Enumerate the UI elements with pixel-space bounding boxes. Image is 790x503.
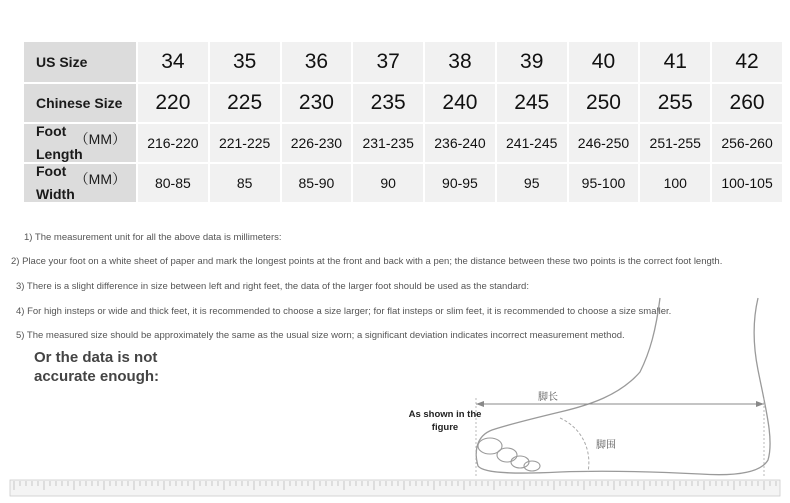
cell: 100 <box>640 164 710 202</box>
cell: 221-225 <box>210 124 280 162</box>
cell: 235 <box>353 84 423 122</box>
cell: 95-100 <box>569 164 639 202</box>
row-header-line1: Foot <box>36 123 67 139</box>
cell: 85 <box>210 164 280 202</box>
cell: 230 <box>282 84 352 122</box>
cell: 216-220 <box>138 124 208 162</box>
row-header-line1: Foot <box>36 163 67 179</box>
cell: 34 <box>138 42 208 82</box>
question-line2: accurate enough: <box>34 368 160 385</box>
cell: 90 <box>353 164 423 202</box>
cell: 226-230 <box>282 124 352 162</box>
unit-label: （MM） <box>74 131 126 147</box>
note-5: 5) The measured size should be approximately the same as the usual size worn; a significant deviation indicates incorrect measurement method. <box>16 330 625 341</box>
cell: 36 <box>282 42 352 82</box>
cell: 90-95 <box>425 164 495 202</box>
cell: 260 <box>712 84 782 122</box>
row-header-us-size: US Size <box>24 42 136 82</box>
note-1: 1) The measurement unit for all the above data is millimeters: <box>24 232 282 243</box>
cell: 85-90 <box>282 164 352 202</box>
cell: 225 <box>210 84 280 122</box>
cell: 246-250 <box>569 124 639 162</box>
cell: 100-105 <box>712 164 782 202</box>
cell: 41 <box>640 42 710 82</box>
unit-label: （MM） <box>74 171 126 187</box>
row-header-line2: Length <box>36 146 83 162</box>
cell: 231-235 <box>353 124 423 162</box>
cell: 42 <box>712 42 782 82</box>
cell: 35 <box>210 42 280 82</box>
foot-length-label: 脚长 <box>538 392 558 403</box>
caption-line1: As shown in the <box>408 409 482 420</box>
figure-caption <box>405 408 485 434</box>
toe-2 <box>497 448 517 462</box>
cell: 256-260 <box>712 124 782 162</box>
note-4: 4) For high insteps or wide and thick feet, it is recommended to choose a size larger; for flat insteps or slim feet, it is recommended to choose a size smaller. <box>16 306 672 317</box>
cell: 241-245 <box>497 124 567 162</box>
cell: 220 <box>138 84 208 122</box>
arrow-head-right <box>756 401 764 407</box>
foot-girth-label: 脚围 <box>596 440 616 451</box>
foot-outline <box>476 298 770 475</box>
note-3: 3) There is a slight difference in size between left and right feet, the data of the larger foot should be used as the standard: <box>16 281 529 292</box>
cell: 80-85 <box>138 164 208 202</box>
cell: 38 <box>425 42 495 82</box>
row-header-line2: Width <box>36 186 75 202</box>
arrow-head-left <box>476 401 484 407</box>
cell: 245 <box>497 84 567 122</box>
cell: 37 <box>353 42 423 82</box>
caption-line2: figure <box>431 422 459 433</box>
ruler <box>10 480 780 496</box>
question-line1: Or the data is not <box>34 349 158 366</box>
cell: 240 <box>425 84 495 122</box>
row-header-chinese-size: Chinese Size <box>24 84 136 122</box>
girth-curve <box>560 418 589 472</box>
note-2: 2) Place your foot on a white sheet of paper and mark the longest points at the front and back with a pen; the distance between these two points is the correct foot length. <box>11 256 723 267</box>
cell: 95 <box>497 164 567 202</box>
cell: 251-255 <box>640 124 710 162</box>
cell: 39 <box>497 42 567 82</box>
cell: 250 <box>569 84 639 122</box>
cell: 236-240 <box>425 124 495 162</box>
cell: 40 <box>569 42 639 82</box>
cell: 255 <box>640 84 710 122</box>
